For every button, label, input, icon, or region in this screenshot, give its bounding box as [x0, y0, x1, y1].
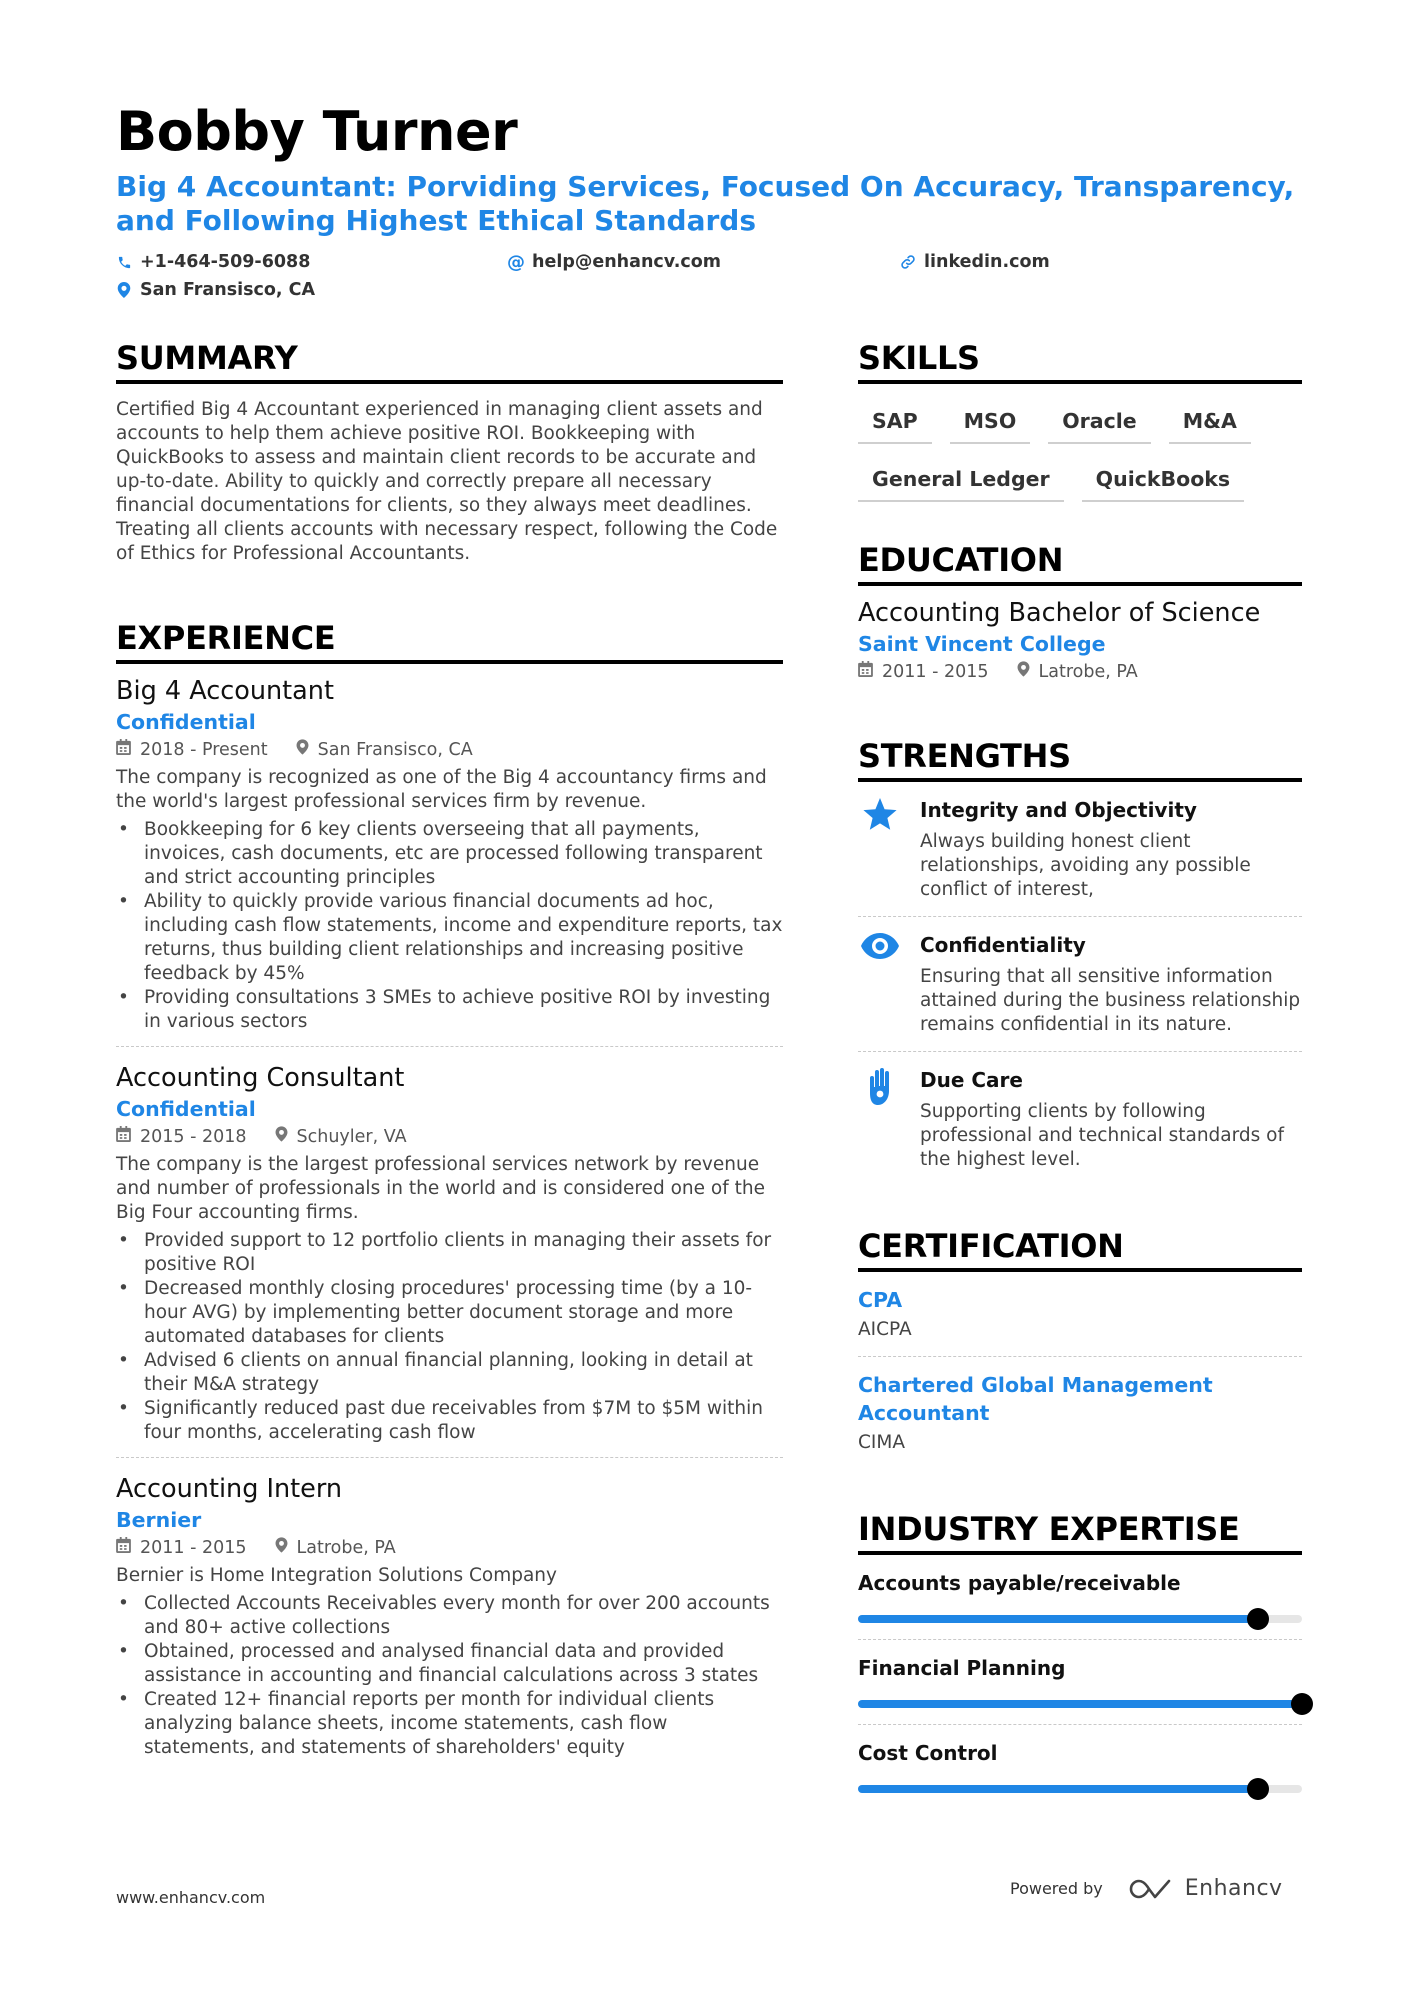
summary-title: SUMMARY — [116, 338, 783, 384]
education-section — [858, 540, 1302, 686]
job-location: Schuyler, VA — [296, 1127, 407, 1147]
job-bullets — [116, 1592, 783, 1760]
expertise-level-bar — [858, 1700, 1302, 1708]
candidate-headline: Big 4 Accountant: Porviding Services, Focused On Accuracy, Transparency, and Following Highest Ethical Standards — [116, 170, 1295, 237]
strength-title: Due Care — [920, 1068, 1023, 1092]
education-title: EDUCATION — [858, 540, 1302, 586]
expertise-item — [858, 1640, 1302, 1725]
brand-name: Enhancv — [1184, 1876, 1283, 1901]
strength-title: Confidentiality — [920, 933, 1086, 957]
contact-info — [116, 252, 1306, 308]
contact-email[interactable] — [508, 252, 721, 272]
skill-tag: General Ledger — [858, 460, 1064, 502]
right-column — [858, 338, 1302, 1809]
link-icon — [900, 254, 916, 270]
powered-by-text: Powered by — [1010, 1879, 1103, 1898]
job-bullet: • Obtained, processed and analysed financial data and provided assistance in accounting and financial calculations across 3 states — [116, 1640, 783, 1688]
education-location: Latrobe, PA — [1038, 662, 1138, 682]
strength-description: Supporting clients by following professional and technical standards of the highest level. — [920, 1101, 1284, 1170]
contact-website[interactable] — [900, 252, 1050, 272]
expertise-level-bar — [858, 1785, 1302, 1793]
job-dates: 2015 - 2018 — [140, 1127, 247, 1147]
location-pin-icon — [275, 1534, 288, 1562]
skill-tag: MSO — [950, 402, 1031, 444]
job-company: Confidential — [116, 1097, 256, 1121]
phone-icon — [116, 254, 132, 270]
email-text: help@enhancv.com — [532, 252, 722, 272]
contact-location — [116, 280, 315, 300]
job-bullet: • Collected Accounts Receivables every month for over 200 accounts and 80+ active collections — [116, 1592, 783, 1640]
job-bullet: • Provided support to 12 portfolio clients in managing their assets for positive ROI — [116, 1229, 783, 1277]
certification-section — [858, 1226, 1302, 1469]
expertise-name: Cost Control — [858, 1741, 998, 1765]
strength-description: Ensuring that all sensitive information attained during the business relationship remains confidential in its nature. — [920, 966, 1301, 1035]
location-text: San Fransisco, CA — [140, 280, 316, 300]
job-description: The company is recognized as one of the Big 4 accountancy firms and the world's largest professional services firm by revenue. — [116, 767, 767, 812]
enhancv-logo[interactable] — [1129, 1876, 1283, 1901]
education-meta — [858, 658, 1302, 686]
expertise-name: Accounts payable/receivable — [858, 1571, 1181, 1595]
job-meta — [116, 736, 783, 764]
job-bullet: • Ability to quickly provide various financial documents ad hoc, including cash flow statements, income and expenditure reports, tax returns, thus building client relationships and increasing positive feedback by 45% — [116, 890, 783, 986]
location-pin-icon — [116, 282, 132, 298]
summary-section — [116, 338, 783, 566]
job-company: Bernier — [116, 1508, 202, 1532]
job-bullets — [116, 1229, 783, 1445]
skill-tag: Oracle — [1048, 402, 1150, 444]
star-icon — [858, 796, 902, 902]
skills-title: SKILLS — [858, 338, 1302, 384]
at-icon: @ — [507, 251, 525, 273]
resume-header — [116, 98, 1306, 308]
job-entry — [116, 1061, 783, 1458]
experience-title: EXPERIENCE — [116, 618, 783, 664]
strength-item — [858, 782, 1302, 917]
location-pin-icon — [275, 1123, 288, 1151]
job-dates: 2011 - 2015 — [140, 1538, 247, 1558]
skills-list — [858, 402, 1302, 502]
expertise-level-knob — [1247, 1608, 1269, 1630]
skill-tag: M&A — [1169, 402, 1251, 444]
expertise-item — [858, 1555, 1302, 1640]
expertise-level-fill — [858, 1615, 1258, 1623]
summary-text: Certified Big 4 Accountant experienced in managing client assets and accounts to help them achieve positive ROI. Bookkeeping with QuickBooks to assess and maintain client records to be accurate and up-to-date. Ability to quickly and correctly prepare all necessary financial documentations for clients, so they always meet deadlines. Treating all clients accounts with necessary respect, following the Code of Ethics for Professional Accountants. — [116, 399, 778, 564]
certification-item — [858, 1357, 1302, 1469]
location-pin-icon — [296, 736, 309, 764]
certification-name: CPA — [858, 1288, 903, 1312]
website-text: linkedin.com — [924, 252, 1050, 272]
calendar-icon — [858, 658, 873, 686]
job-title: Accounting Consultant — [116, 1063, 405, 1093]
expertise-level-fill — [858, 1700, 1302, 1708]
certification-issuer: AICPA — [858, 1319, 912, 1340]
expertise-level-fill — [858, 1785, 1258, 1793]
job-meta — [116, 1123, 783, 1151]
calendar-icon — [116, 1123, 131, 1151]
skill-tag: SAP — [858, 402, 932, 444]
left-column — [116, 338, 783, 1786]
job-description: Bernier is Home Integration Solutions Company — [116, 1565, 557, 1586]
strengths-section — [858, 736, 1302, 1186]
enhancv-logo-icon — [1129, 1877, 1175, 1901]
contact-phone[interactable] — [116, 252, 310, 272]
strength-description: Always building honest client relationships, avoiding any possible conflict of interest, — [920, 831, 1251, 900]
job-entry — [116, 674, 783, 1047]
expertise-item — [858, 1725, 1302, 1809]
certification-title: CERTIFICATION — [858, 1226, 1302, 1272]
strength-item — [858, 1052, 1302, 1186]
expertise-level-knob — [1247, 1778, 1269, 1800]
candidate-name: Bobby Turner — [116, 100, 518, 163]
footer-branding — [1010, 1876, 1283, 1901]
certification-issuer: CIMA — [858, 1432, 905, 1453]
strength-item — [858, 917, 1302, 1052]
job-dates: 2018 - Present — [140, 740, 268, 760]
skill-tag: QuickBooks — [1082, 460, 1244, 502]
footer-website[interactable]: www.enhancv.com — [116, 1888, 266, 1907]
expertise-name: Financial Planning — [858, 1656, 1066, 1680]
hand-icon — [858, 1066, 902, 1172]
job-title: Accounting Intern — [116, 1474, 343, 1504]
strength-title: Integrity and Objectivity — [920, 798, 1197, 822]
expertise-level-knob — [1291, 1693, 1313, 1715]
job-location: Latrobe, PA — [296, 1538, 396, 1558]
phone-text: +1-464-509-6088 — [140, 252, 311, 272]
eye-icon — [858, 931, 902, 1037]
job-bullet: • Created 12+ financial reports per month for individual clients analyzing balance sheets, income statements, cash flow statements, and statements of shareholders' equity — [116, 1688, 783, 1760]
expertise-level-bar — [858, 1615, 1302, 1623]
job-bullet: • Advised 6 clients on annual financial planning, looking in detail at their M&A strategy — [116, 1349, 783, 1397]
school-name: Saint Vincent College — [858, 632, 1106, 656]
industry-expertise-section — [858, 1509, 1302, 1809]
job-bullet: • Significantly reduced past due receivables from $7M to $5M within four months, accelerating cash flow — [116, 1397, 783, 1445]
job-bullets — [116, 818, 783, 1034]
job-meta — [116, 1534, 783, 1562]
job-bullet: • Bookkeeping for 6 key clients overseeing that all payments, invoices, cash documents, etc are processed following transparent and strict accounting principles — [116, 818, 783, 890]
strengths-title: STRENGTHS — [858, 736, 1302, 782]
job-location: San Fransisco, CA — [317, 740, 473, 760]
calendar-icon — [116, 1534, 131, 1562]
experience-section — [116, 618, 783, 1772]
certification-item — [858, 1272, 1302, 1357]
job-description: The company is the largest professional services network by revenue and number of professionals in the world and is considered one of the Big Four accounting firms. — [116, 1154, 765, 1223]
job-bullet: • Decreased monthly closing procedures' processing time (by a 10-hour AVG) by implementing better document storage and more automated databases for clients — [116, 1277, 783, 1349]
job-company: Confidential — [116, 710, 256, 734]
job-bullet: • Providing consultations 3 SMEs to achieve positive ROI by investing in various sectors — [116, 986, 783, 1034]
location-pin-icon — [1017, 658, 1030, 686]
skills-section — [858, 338, 1302, 502]
education-dates: 2011 - 2015 — [882, 662, 989, 682]
job-title: Big 4 Accountant — [116, 676, 334, 706]
degree-title: Accounting Bachelor of Science — [858, 598, 1261, 628]
industry-expertise-title: INDUSTRY EXPERTISE — [858, 1509, 1302, 1555]
calendar-icon — [116, 736, 131, 764]
job-entry — [116, 1472, 783, 1772]
certification-name: Chartered Global Management Accountant — [858, 1373, 1213, 1425]
